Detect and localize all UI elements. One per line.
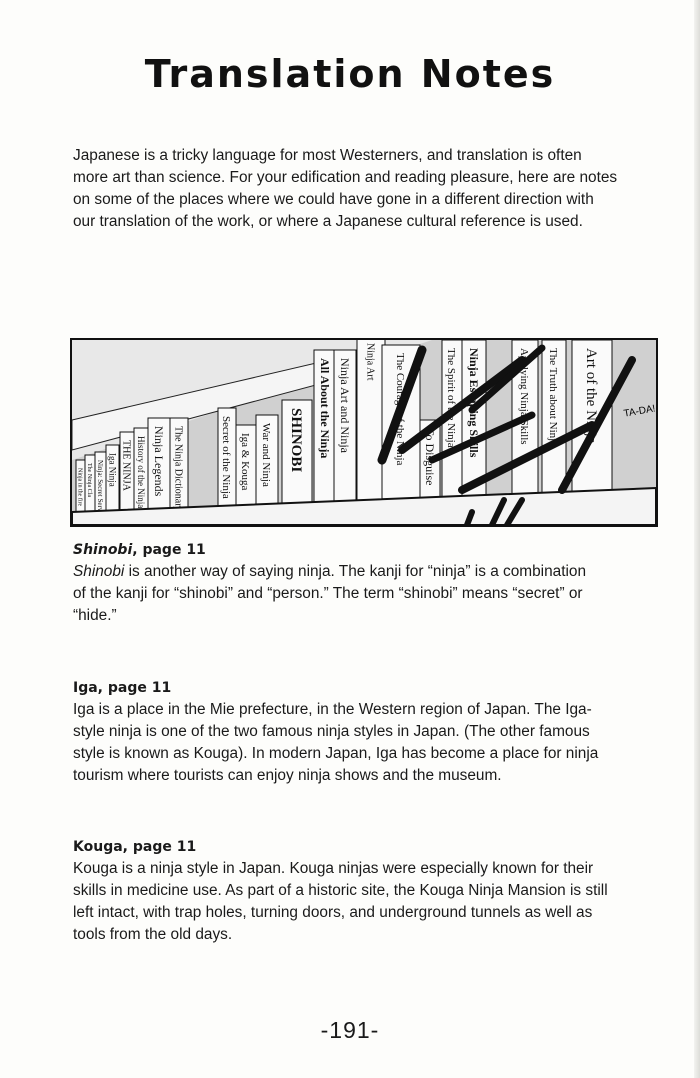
book-title: Ninja in the fire: [76, 468, 83, 507]
book-title: Ninja: Secret Service: [96, 460, 105, 520]
book-title: War and Ninja: [260, 423, 273, 487]
intro-line: more art than science. For your edification and reading pleasure, here are notes: [73, 169, 618, 186]
note-heading: Iga, page 11: [73, 680, 172, 696]
book-title: All About the Ninja: [317, 358, 332, 459]
book-title: History of the Ninja: [135, 436, 146, 509]
book-title: To Disguise: [422, 428, 437, 486]
page-edge: [694, 0, 700, 1078]
note-heading: Kouga, page 11: [73, 839, 197, 855]
book-title: THE NINJA: [120, 440, 132, 491]
note-line: Kouga is a ninja style in Japan. Kouga ninjas were especially known for their: [73, 860, 594, 877]
book-title: Secret of the Ninja: [220, 416, 233, 499]
note-line: left intact, with trap holes, turning doors, and underground tunnels as well as: [73, 904, 593, 921]
note-line: “hide.”: [73, 607, 117, 624]
note-shinobi: [73, 539, 586, 627]
note-line: of the kanji for “shinobi” and “person.” The term “shinobi” means “secret” or: [73, 585, 583, 602]
book-title: Ninja Escaping Skills: [466, 348, 481, 458]
sfx-text: TA-DA!: [622, 403, 656, 420]
note-line-text: is another way of saying ninja. The kanji for “ninja” is a combination: [124, 563, 587, 580]
note-line: Iga is a place in the Mie prefecture, in the Western region of Japan. The Iga-: [73, 701, 592, 718]
intro-line: our translation of the work, or where a Japanese cultural reference is used.: [73, 213, 583, 230]
book-title: Ninja Legends: [151, 426, 166, 497]
book-title: The Courage of the Ninja: [394, 353, 407, 466]
page-number: -191-: [320, 1017, 380, 1043]
book-title: Applying Ninja Skills: [518, 348, 531, 445]
bookshelf-illustration: [72, 340, 656, 525]
note-line: style is known as Kouga). In modern Japan, Iga has become a place for ninja: [73, 745, 599, 762]
book-title: The Ninja Dictionary: [172, 426, 184, 512]
book-title: The Spirit of the Ninja: [445, 348, 458, 448]
note-line: [73, 561, 586, 583]
intro-paragraph: [73, 145, 617, 233]
book-title: SHINOBI: [287, 408, 304, 473]
manga-panel-bookshelf: [70, 338, 658, 527]
note-line: style ninja is one of the two famous ninja styles in Japan. (The other famous: [73, 723, 590, 740]
note-iga: [73, 677, 598, 787]
book-title: Art of the Ninja: [582, 348, 599, 444]
heading-term: Shinobi: [73, 542, 133, 558]
book-title: The Truth about Ninja: [547, 348, 560, 447]
intro-line: Japanese is a tricky language for most Westerners, and translation is often: [73, 147, 582, 164]
note-kouga: [73, 836, 608, 946]
intro-line: on some of the places where we could have gone in a different direction with: [73, 191, 594, 208]
book-title: Ninja Art and Ninja: [337, 358, 352, 453]
note-line: tourism where tourists can enjoy ninja shows and the museum.: [73, 767, 502, 784]
book-title: Ninja Art: [364, 343, 376, 381]
book-title: Iga & Kouga: [239, 433, 252, 491]
note-line: tools from the old days.: [73, 926, 233, 943]
book-title: Iga Ninja: [107, 453, 118, 487]
note-line: skills in medicine use. As part of a historic site, the Kouga Ninja Mansion is still: [73, 882, 608, 899]
heading-page: , page 11: [132, 542, 206, 558]
book-title: The Ninja Cla: [85, 463, 92, 497]
term-italic: Shinobi: [73, 563, 125, 580]
page-title: Translation Notes: [144, 52, 556, 96]
note-heading: [73, 539, 586, 561]
